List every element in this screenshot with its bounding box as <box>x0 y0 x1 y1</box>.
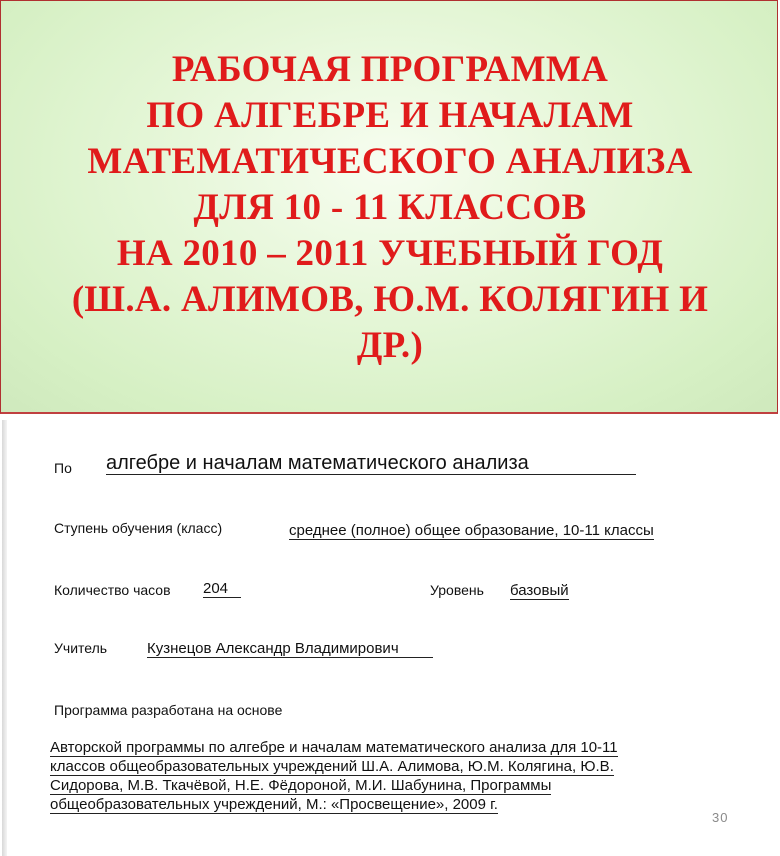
teacher-label: Учитель <box>54 640 108 656</box>
page-number: 30 <box>712 810 729 825</box>
level-value: среднее (полное) общее образование, 10-11 классы <box>289 522 654 539</box>
basis-label: Программа разработана на основе <box>54 702 283 718</box>
title-slide-panel <box>0 0 778 414</box>
basis-line: общеобразовательных учреждений, М.: «Просвещение», 2009 г. <box>50 796 498 813</box>
title-line: МАТЕМАТИЧЕСКОГО АНАЛИЗА <box>87 141 693 182</box>
hours-value: 204 <box>203 580 241 598</box>
basis-text <box>50 738 730 814</box>
title-line: НА 2010 – 2011 УЧЕБНЫЙ ГОД <box>116 233 664 274</box>
title-line: ПО АЛГЕБРЕ И НАЧАЛАМ <box>146 95 634 136</box>
teacher-value: Кузнецов Александр Владимирович <box>147 640 433 658</box>
slide-title <box>21 47 759 369</box>
scanned-document <box>10 418 770 856</box>
tier-value: базовый <box>510 582 569 599</box>
subject-value: алгебре и началам математического анализа <box>106 452 636 475</box>
basis-line: Авторской программы по алгебре и началам математического анализа для 10-11 <box>50 739 618 756</box>
basis-line: классов общеобразовательных учреждений Ш.А. Алимова, Ю.М. Колягина, Ю.В. <box>50 758 614 775</box>
title-line: ДЛЯ 10 - 11 КЛАССОВ <box>193 187 587 228</box>
tier-label: Уровень <box>430 582 484 598</box>
title-line: (Ш.А. АЛИМОВ, Ю.М. КОЛЯГИН И <box>71 279 709 320</box>
title-line: ДР.) <box>356 325 424 366</box>
basis-line: Сидорова, М.В. Ткачёвой, Н.Е. Фёдороной, М.И. Шабунина, Программы <box>50 777 552 794</box>
subject-label: По <box>54 460 72 476</box>
title-line: РАБОЧАЯ ПРОГРАММА <box>171 49 609 90</box>
hours-label: Количество часов <box>54 582 171 598</box>
level-label: Ступень обучения (класс) <box>54 520 223 536</box>
page-edge-shadow <box>2 420 7 856</box>
